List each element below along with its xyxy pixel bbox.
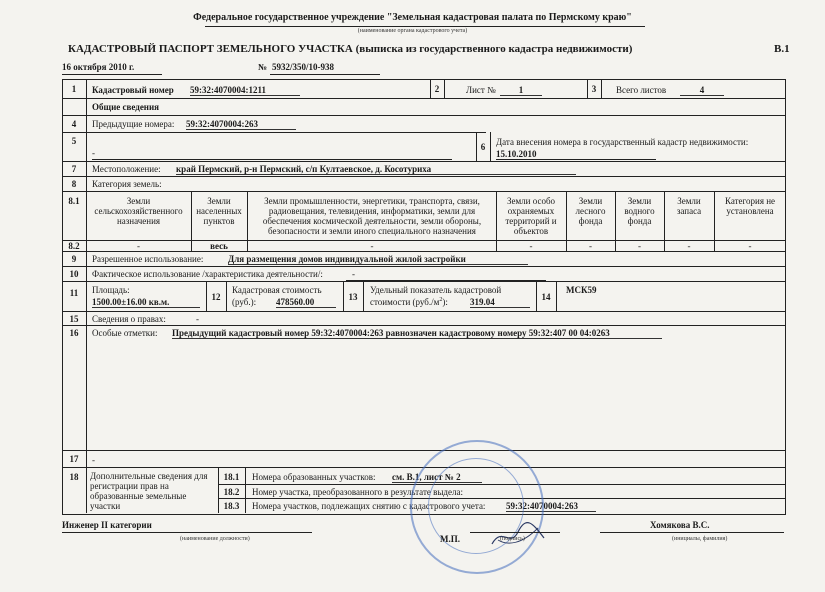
formed-plots-value: см. В.1, лист № 2 <box>392 472 482 483</box>
row-number: 18.3 <box>223 501 240 511</box>
total-sheets-value: 4 <box>680 85 724 96</box>
additional-info-label: Дополнительные сведения для регистрации прав на образованные земельные участки <box>90 471 208 511</box>
seal-mark: М.П. <box>440 534 460 544</box>
coordinate-system-value: МСК59 <box>566 285 597 295</box>
row-number: 13 <box>348 292 358 302</box>
special-notes-value: Предыдущий кадастровый номер 59:32:4070004:263 равнозначен кадастровому номеру 59:32:407 00 04:0263 <box>172 328 662 339</box>
cadastral-number-value: 59:32:4070004:1211 <box>190 85 300 96</box>
cadastral-cost-label: Кадастровая стоимость <box>232 285 322 295</box>
category-value: - <box>687 241 691 251</box>
row-number: 2 <box>434 84 440 94</box>
org-caption: (наименование органа кадастрового учета) <box>357 28 468 34</box>
row-number: 8 <box>71 179 77 189</box>
row-number: 11 <box>69 288 79 298</box>
total-sheets-label: Всего листов <box>616 85 667 95</box>
row-number: 16 <box>69 328 79 338</box>
category-agricultural: Земли сельскохозяйственного назначения <box>94 196 183 226</box>
cadastral-number-label: Кадастровый номер <box>92 85 174 95</box>
row-number: 18.2 <box>223 487 240 497</box>
removed-plots-value: 59:32:4070004:263 <box>506 501 596 512</box>
category-value: весь <box>210 241 228 251</box>
row-number: 3 <box>591 84 597 94</box>
category-not-set: Категория не установлена <box>724 196 776 216</box>
cadastral-cost-value: 478560.00 <box>276 297 336 308</box>
row-number: 10 <box>69 269 79 279</box>
previous-numbers-value: 59:32:4070004:263 <box>186 119 296 130</box>
category-water: Земли водного фонда <box>624 196 655 226</box>
row-number: 5 <box>71 136 77 146</box>
name-caption: (инициалы, фамилия) <box>672 536 728 542</box>
permitted-use-value: Для размещения домов индивидуальной жилой застройки <box>228 254 528 265</box>
category-value: - <box>638 241 641 251</box>
position-label: Инженер II категории <box>62 520 152 530</box>
org-name: Федеральное государственное учреждение "Земельная кадастровая палата по Пермскому краю" <box>193 12 632 23</box>
category-value: - <box>370 241 374 251</box>
issue-date: 16 октября 2010 г. <box>62 62 135 72</box>
location-label: Местоположение: <box>92 164 161 174</box>
land-category-label: Категория земель: <box>92 179 162 189</box>
row-number: 15 <box>69 314 79 324</box>
row-number: 9 <box>71 254 77 264</box>
signature <box>488 518 548 552</box>
category-settlements: Земли населенных пунктов <box>196 196 242 226</box>
rights-value: - <box>196 314 199 324</box>
number-label: № <box>258 62 268 72</box>
section-general: Общие сведения <box>92 102 160 112</box>
area-value: 1500.00±16.00 кв.м. <box>92 297 200 308</box>
specific-cost-label: Удельный показатель кадастровой <box>370 285 502 295</box>
document-title: КАДАСТРОВЫЙ ПАСПОРТ ЗЕМЕЛЬНОГО УЧАСТКА (выписка из государственного кадастра недвижимости) <box>68 43 633 55</box>
category-reserve: Земли запаса <box>676 196 702 216</box>
specific-cost-value: 319.04 <box>470 297 530 308</box>
row17-value: - <box>92 455 95 465</box>
category-protected: Земли особо охраняемых территорий и объектов <box>505 196 557 236</box>
previous-numbers-label: Предыдущие номера: <box>92 119 175 129</box>
location-value: край Пермский, р-н Пермский, с/п Култаевское, д. Косотуриха <box>176 164 576 175</box>
entry-date-label: Дата внесения номера в государственный кадастр недвижимости: <box>496 137 749 147</box>
row-number: 14 <box>541 292 551 302</box>
row-number: 1 <box>71 84 77 94</box>
entry-date-value: 15.10.2010 <box>496 149 537 159</box>
document-number: 5932/350/10-938 <box>272 62 334 72</box>
permitted-use-label: Разрешенное использование: <box>92 254 204 264</box>
row-number: 18 <box>69 472 79 482</box>
row-number: 4 <box>71 119 77 129</box>
category-value: - <box>137 241 140 251</box>
row-number: 8.1 <box>68 196 80 206</box>
area-label: Площадь: <box>92 285 130 295</box>
transformed-plot-label: Номер участка, преобразованного в результате выдела: <box>252 487 463 497</box>
sheet-number: 1 <box>500 85 542 96</box>
actual-use-value: - <box>352 269 355 279</box>
category-value: - <box>748 241 752 251</box>
category-industry: Земли промышленности, энергетики, транспорта, связи, радиовещания, телевидения, информатики, земли для обеспечения космической деятельности, земли обороны, безопасности и земли иного специального назначения <box>262 196 482 236</box>
cadastral-cost-unit: (руб.): <box>232 297 257 307</box>
position-caption: (наименование должности) <box>180 536 250 542</box>
row-number: 18.1 <box>223 472 240 482</box>
category-forest: Земли лесного фонда <box>575 196 606 226</box>
form-code: В.1 <box>774 43 790 55</box>
row-number: 12 <box>211 292 221 302</box>
category-value: - <box>589 241 592 251</box>
row-number: 7 <box>71 164 77 174</box>
removed-plots-label: Номера участков, подлежащих снятию с кадастрового учета: <box>252 501 486 511</box>
rights-label: Сведения о правах: <box>92 314 166 324</box>
sheet-label: Лист № <box>466 85 496 95</box>
actual-use-label: Фактическое использование /характеристика деятельности/: <box>92 269 323 279</box>
row-number: 6 <box>480 142 486 152</box>
official-name: Хомякова В.С. <box>650 520 710 530</box>
row-number: 17 <box>69 454 79 464</box>
formed-plots-label: Номера образованных участков: <box>252 472 376 482</box>
special-notes-label: Особые отметки: <box>92 328 158 338</box>
specific-cost-unit: стоимости $(руб./м^2)$: <box>370 297 448 307</box>
category-value: - <box>529 241 533 251</box>
row-number: 8.2 <box>68 241 80 251</box>
signature-caption: (подпись) <box>500 536 525 542</box>
row5-value: - <box>92 148 95 158</box>
